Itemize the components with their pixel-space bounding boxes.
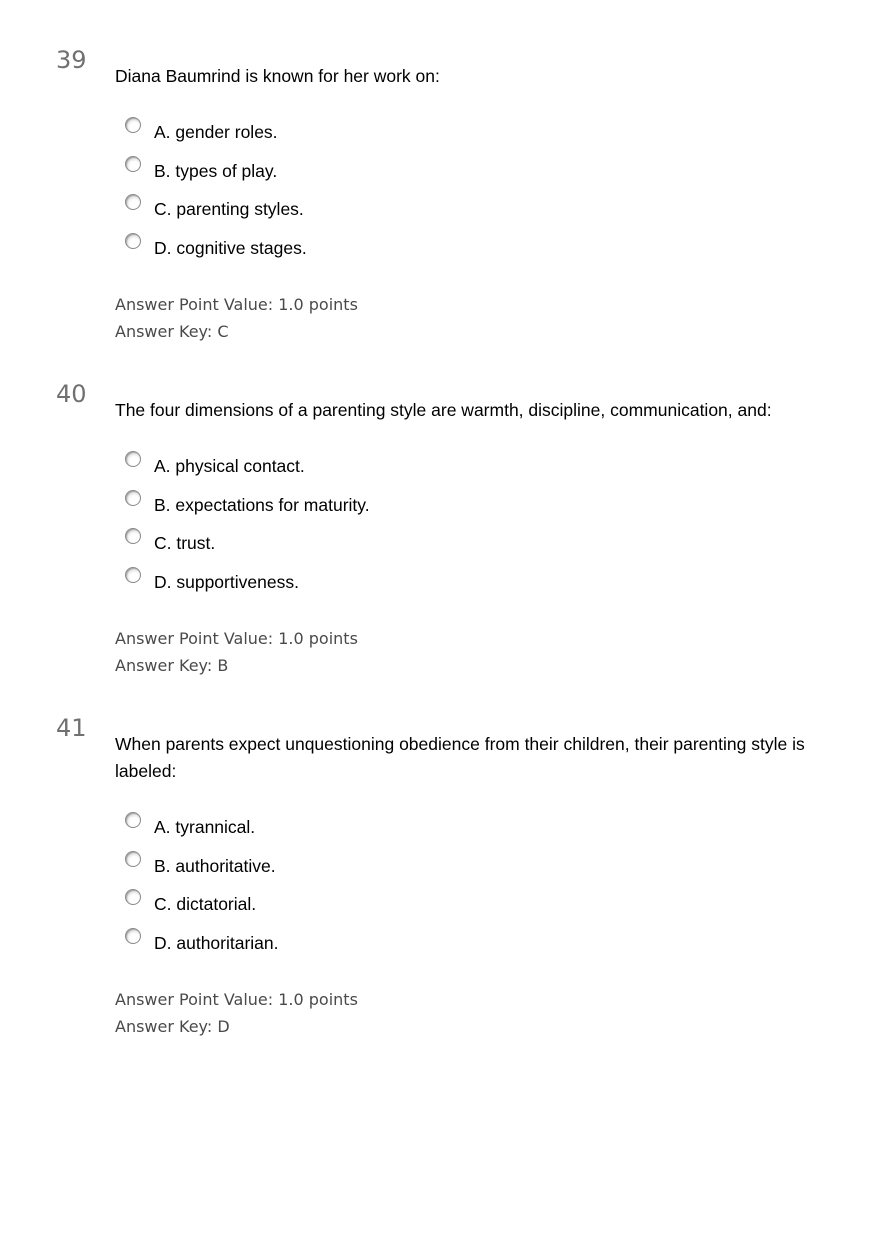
question-number: 39 [56,46,87,74]
question-number: 40 [56,380,87,408]
radio-button-icon[interactable] [125,194,141,210]
option-label: A. tyrannical. [154,817,256,837]
question-text: The four dimensions of a parenting style are warmth, discipline, communication, and: [115,400,772,420]
radio-button-icon[interactable] [125,490,141,506]
answer-option[interactable] [122,933,279,972]
answer-key: Answer Key: D [115,1017,230,1036]
answer-option[interactable] [122,199,307,238]
radio-button-icon[interactable] [125,156,141,172]
answer-option[interactable] [122,122,307,161]
answer-key: Answer Key: B [115,656,229,675]
option-label: A. gender roles. [154,122,278,142]
answer-options [122,456,370,610]
point-value: Answer Point Value: 1.0 points [115,990,358,1009]
option-label: B. expectations for maturity. [154,494,370,515]
answer-option[interactable] [122,161,307,200]
answer-option[interactable] [122,856,279,895]
radio-button-icon[interactable] [125,889,141,905]
answer-options [122,122,307,276]
answer-option[interactable] [122,817,279,856]
question-text: Diana Baumrind is known for her work on: [115,66,440,86]
option-label: B. authoritative. [154,855,276,876]
radio-button-icon[interactable] [125,567,141,583]
radio-button-icon[interactable] [125,851,141,867]
answer-options [122,817,279,971]
option-label: D. authoritarian. [154,932,279,953]
option-label: C. dictatorial. [154,894,257,914]
option-label: D. supportiveness. [154,571,299,592]
answer-option[interactable] [122,894,279,933]
answer-key: Answer Key: C [115,322,229,341]
radio-button-icon[interactable] [125,928,141,944]
option-label: D. cognitive stages. [154,237,307,258]
option-label: B. types of play. [154,160,278,181]
answer-option[interactable] [122,495,370,534]
option-label: C. parenting styles. [154,199,304,219]
answer-option[interactable] [122,238,307,277]
radio-button-icon[interactable] [125,233,141,249]
point-value: Answer Point Value: 1.0 points [115,629,358,648]
answer-option[interactable] [122,533,370,572]
radio-button-icon[interactable] [125,528,141,544]
option-label: A. physical contact. [154,456,305,476]
point-value: Answer Point Value: 1.0 points [115,295,358,314]
radio-button-icon[interactable] [125,812,141,828]
radio-button-icon[interactable] [125,451,141,467]
answer-option[interactable] [122,456,370,495]
question-number: 41 [56,714,87,742]
answer-option[interactable] [122,572,370,611]
radio-button-icon[interactable] [125,117,141,133]
option-label: C. trust. [154,533,216,553]
question-text: When parents expect unquestioning obedience from their children, their parenting style is labeled: [115,734,805,781]
